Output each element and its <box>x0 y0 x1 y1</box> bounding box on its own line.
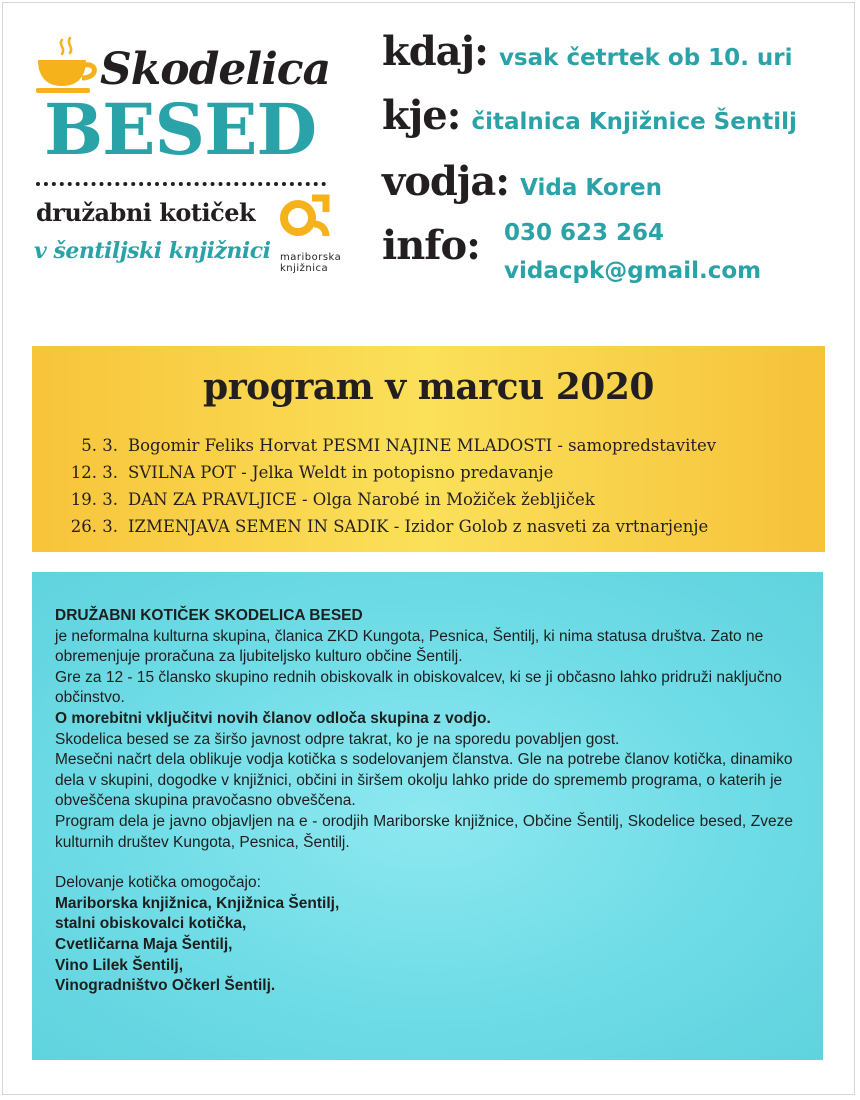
sponsor-item: stalni obiskovalci kotička, <box>55 915 247 933</box>
info-where <box>382 92 797 139</box>
info-label: info: <box>382 222 480 269</box>
about-paragraph-3: O morebitni vključitvi novih članov odloča skupina z vodjo. <box>55 709 491 727</box>
mariborska-knjiznica-logo-icon <box>280 190 330 240</box>
program-item <box>50 432 810 459</box>
about-paragraph-1: je neformalna kulturna skupina, članica ZKD Kungota, Pesnica, Šentilj, ki nima statusa društva. Zato ne obremenjuje proračuna za ljubiteljsko kulturo občine Šentilj. <box>55 627 764 666</box>
logo-dotted-divider <box>36 182 326 186</box>
program-item <box>50 486 810 513</box>
info-when-value: vsak četrtek ob 10. uri <box>498 45 793 71</box>
info-contact <box>504 214 761 290</box>
info-block <box>382 28 852 288</box>
about-text <box>55 606 793 997</box>
logo-subtitle-1: družabni kotiček <box>36 198 256 227</box>
about-panel <box>32 572 823 1060</box>
info-when <box>382 28 793 75</box>
info-leader-value: Vida Koren <box>520 175 662 201</box>
about-paragraph-6: Program dela je javno objavljen na e - orodjih Mariborske knjižnice, Občine Šentilj, Skodelice besed, Zveze kulturnih društev Kungota, Pesnica, Šentilj. <box>55 812 793 851</box>
partner-line-2: knjižnica <box>280 263 329 274</box>
info-leader <box>382 158 662 205</box>
logo-title-besed: BESED <box>44 88 317 171</box>
program-panel <box>32 346 825 552</box>
spacer <box>55 853 793 873</box>
program-item-date: 12. 3. <box>70 463 118 482</box>
program-item-text: SVILNA POT - Jelka Weldt in potopisno predavanje <box>128 463 554 482</box>
program-list <box>50 432 810 540</box>
logo-block <box>30 30 350 290</box>
program-item-date: 5. 3. <box>81 436 118 455</box>
about-paragraph-4: Skodelica besed se za širšo javnost odpre takrat, ko je na sporedu povabljen gost. <box>55 730 620 748</box>
about-paragraph-5: Mesečni načrt dela oblikuje vodja kotička s sodelovanjem članstva. Gle na potrebe članov kotička, dinamiko dela v skupini, dogodke v knjižnici, občini in širšem okolju lahko pride do sprememb programa, o katerih je obveščena skupina pravočasno obveščena. <box>55 751 793 810</box>
info-leader-label: vodja: <box>382 158 510 205</box>
program-item-date: 19. 3. <box>70 490 118 509</box>
info-where-label: kje: <box>382 92 461 139</box>
about-heading: DRUŽABNI KOTIČEK SKODELICA BESED <box>55 607 363 624</box>
program-title: program v marcu 2020 <box>203 366 654 408</box>
program-item-text: DAN ZA PRAVLJICE - Olga Narobé in Možiček žebljiček <box>128 490 595 509</box>
program-item-date: 26. 3. <box>70 517 118 536</box>
info-when-label: kdaj: <box>382 28 488 75</box>
info-where-value: čitalnica Knjižnice Šentilj <box>471 109 797 135</box>
program-item <box>50 459 810 486</box>
partner-line-1: mariborska <box>280 252 342 263</box>
info-contact-row <box>382 222 480 269</box>
info-email[interactable]: vidacpk@gmail.com <box>504 258 762 284</box>
program-item-text: IZMENJAVA SEMEN IN SADIK - Izidor Golob z nasveti za vrtnarjenje <box>128 517 709 536</box>
coffee-cup-icon <box>32 36 102 96</box>
sponsor-item: Mariborska knjižnica, Knjižnica Šentilj, <box>55 894 340 912</box>
partner-logo-text <box>280 252 350 274</box>
sponsors-intro: Delovanje kotička omogočajo: <box>55 874 261 892</box>
logo-title-skodelica: Skodelica <box>100 44 331 95</box>
sponsor-item: Vinogradništvo Očkerl Šentilj. <box>55 977 276 995</box>
sponsor-item: Cvetličarna Maja Šentilj, <box>55 935 233 953</box>
about-paragraph-2: Gre za 12 - 15 člansko skupino rednih obiskovalk in obiskovalcev, ki se ji občasno lahko pridruži naključno občinstvo. <box>55 668 782 707</box>
info-phone: 030 623 264 <box>504 220 665 246</box>
program-item-text: Bogomir Feliks Horvat PESMI NAJINE MLADOSTI - samopredstavitev <box>128 436 717 455</box>
program-item <box>50 513 810 540</box>
sponsor-item: Vino Lilek Šentilj, <box>55 956 184 974</box>
logo-subtitle-2: v šentiljski knjižnici <box>34 238 271 264</box>
